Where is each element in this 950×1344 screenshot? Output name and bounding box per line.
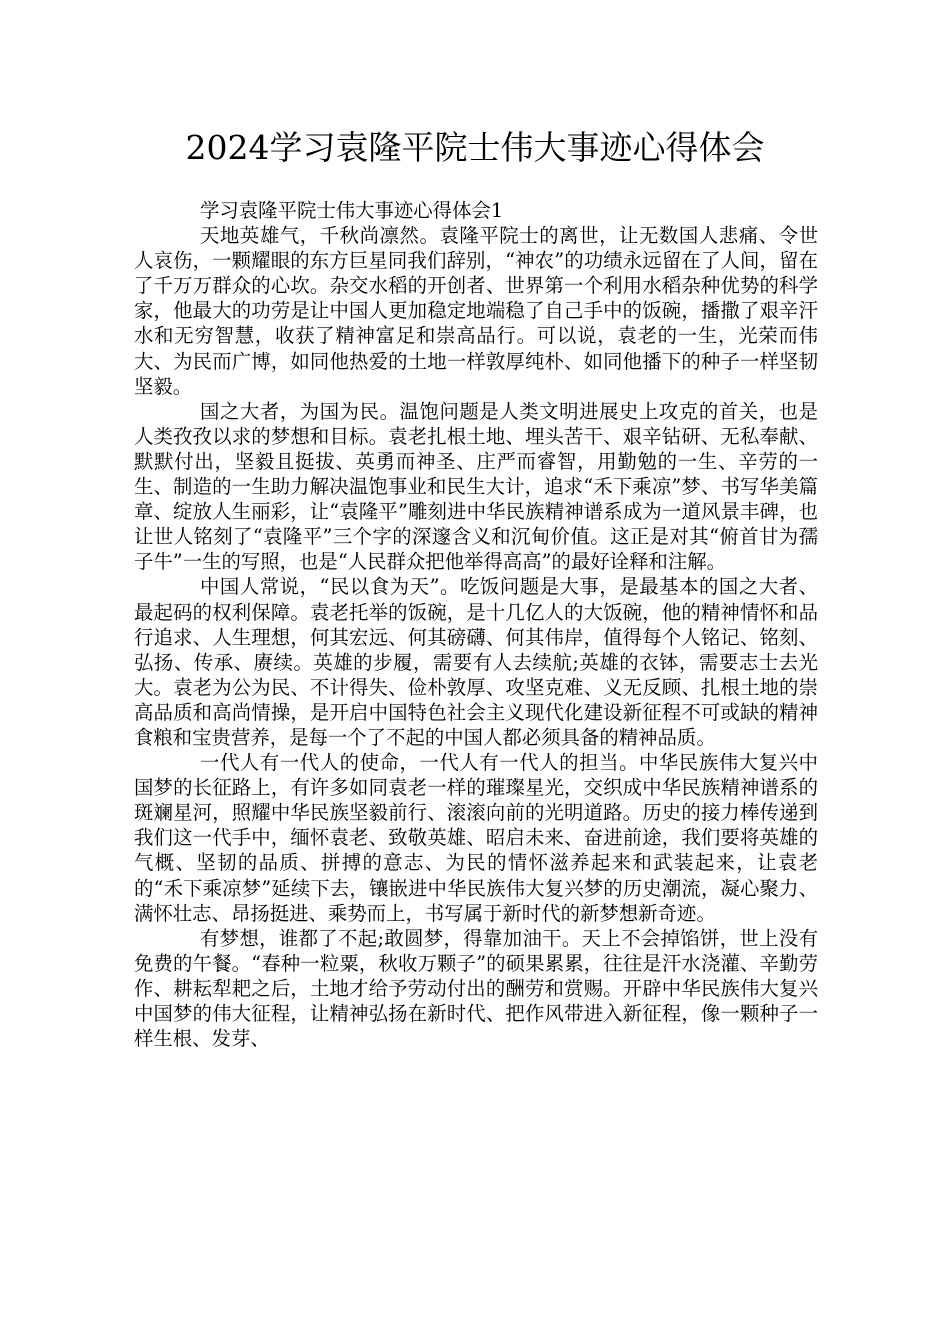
paragraph-4: 一代人有一代人的使命，一代人有一代人的担当。中华民族伟大复兴中国梦的长征路上，有许多如同袁老一样的璀璨星光，交织成中华民族精神谱系的斑斓星河，照耀中华民族坚毅前行、滚滚向前的光明道路。历史的接力棒传递到我们这一代手中，缅怀袁老、致敬英雄、昭启未来、奋进前途，我们要将英雄的气概、坚韧的品质、拼搏的意志、为民的情怀滋养起来和武装起来，让袁老的“禾下乘凉梦”延续下去，镶嵌进中华民族伟大复兴梦的历史潮流，凝心聚力、满怀壮志、昂扬挺进、乘势而上，书写属于新时代的新梦想新奇迹。: [134, 751, 818, 925]
paragraph-5: 有梦想，谁都了不起;敢圆梦，得靠加油干。天上不会掉馅饼，世上没有免费的午餐。“春种一粒粟，秋收万颗子”的硕果累累，往往是汗水浇灌、辛勤劳作、耕耘犁耙之后，土地才给予劳动付出的酬劳和赏赐。开辟中华民族伟大复兴中国梦的伟大征程，让精神弘扬在新时代、把作风带进入新征程，像一颗种子一样生根、发芽、: [134, 926, 818, 1051]
document-title: 2024学习袁隆平院士伟大事迹心得体会: [185, 128, 765, 167]
document-body: [134, 198, 818, 1051]
paragraph-1: 天地英雄气，千秋尚凛然。袁隆平院士的离世，让无数国人悲痛、令世人哀伤，一颗耀眼的东方巨星同我们辞别，“神农”的功绩永远留在了人间，留在了千万万群众的心坎。杂交水稻的开创者、世界第一个利用水稻杂种优势的科学家，他最大的功劳是让中国人更加稳定地端稳了自己手中的饭碗，播撒了艰辛汗水和无穷智慧，收获了精神富足和崇高品行。可以说，袁老的一生，光荣而伟大、为民而广博，如同他热爱的土地一样敦厚纯朴、如同他播下的种子一样坚韧坚毅。: [134, 224, 818, 398]
section-subheading: 学习袁隆平院士伟大事迹心得体会1: [200, 199, 504, 222]
paragraph-3: 中国人常说，“民以食为天”。吃饭问题是大事，是最基本的国之大者、最起码的权利保障。袁老托举的饭碗，是十几亿人的大饭碗，他的精神情怀和品行追求、人生理想，何其宏远、何其磅礴、何其伟岸，值得每个人铭记、铭刻、弘扬、传承、赓续。英雄的步履，需要有人去续航;英雄的衣钵，需要志士去光大。袁老为公为民、不计得失、俭朴敦厚、攻坚克难、义无反顾、扎根土地的崇高品质和高尚情操，是开启中国特色社会主义现代化建设新征程不可或缺的精神食粮和宝贵营养，是每一个了不起的中国人都必须具备的精神品质。: [134, 575, 818, 749]
paragraph-2: 国之大者，为国为民。温饱问题是人类文明进展史上攻克的首关，也是人类孜孜以求的梦想和目标。袁老扎根土地、埋头苦干、艰辛钻研、无私奉献、默默付出，坚毅且挺拔、英勇而神圣、庄严而睿智，用勤勉的一生、辛劳的一生、制造的一生助力解决温饱事业和民生大计，追求“禾下乘凉”梦、书写华美篇章、绽放人生丽彩，让“袁隆平”雕刻进中华民族精神谱系成为一道风景丰碑，也让世人铭刻了“袁隆平”三个字的深邃含义和沉甸价值。这正是对其“俯首甘为孺子牛”一生的写照，也是“人民群众把他举得高高”的最好诠释和注解。: [134, 399, 818, 574]
